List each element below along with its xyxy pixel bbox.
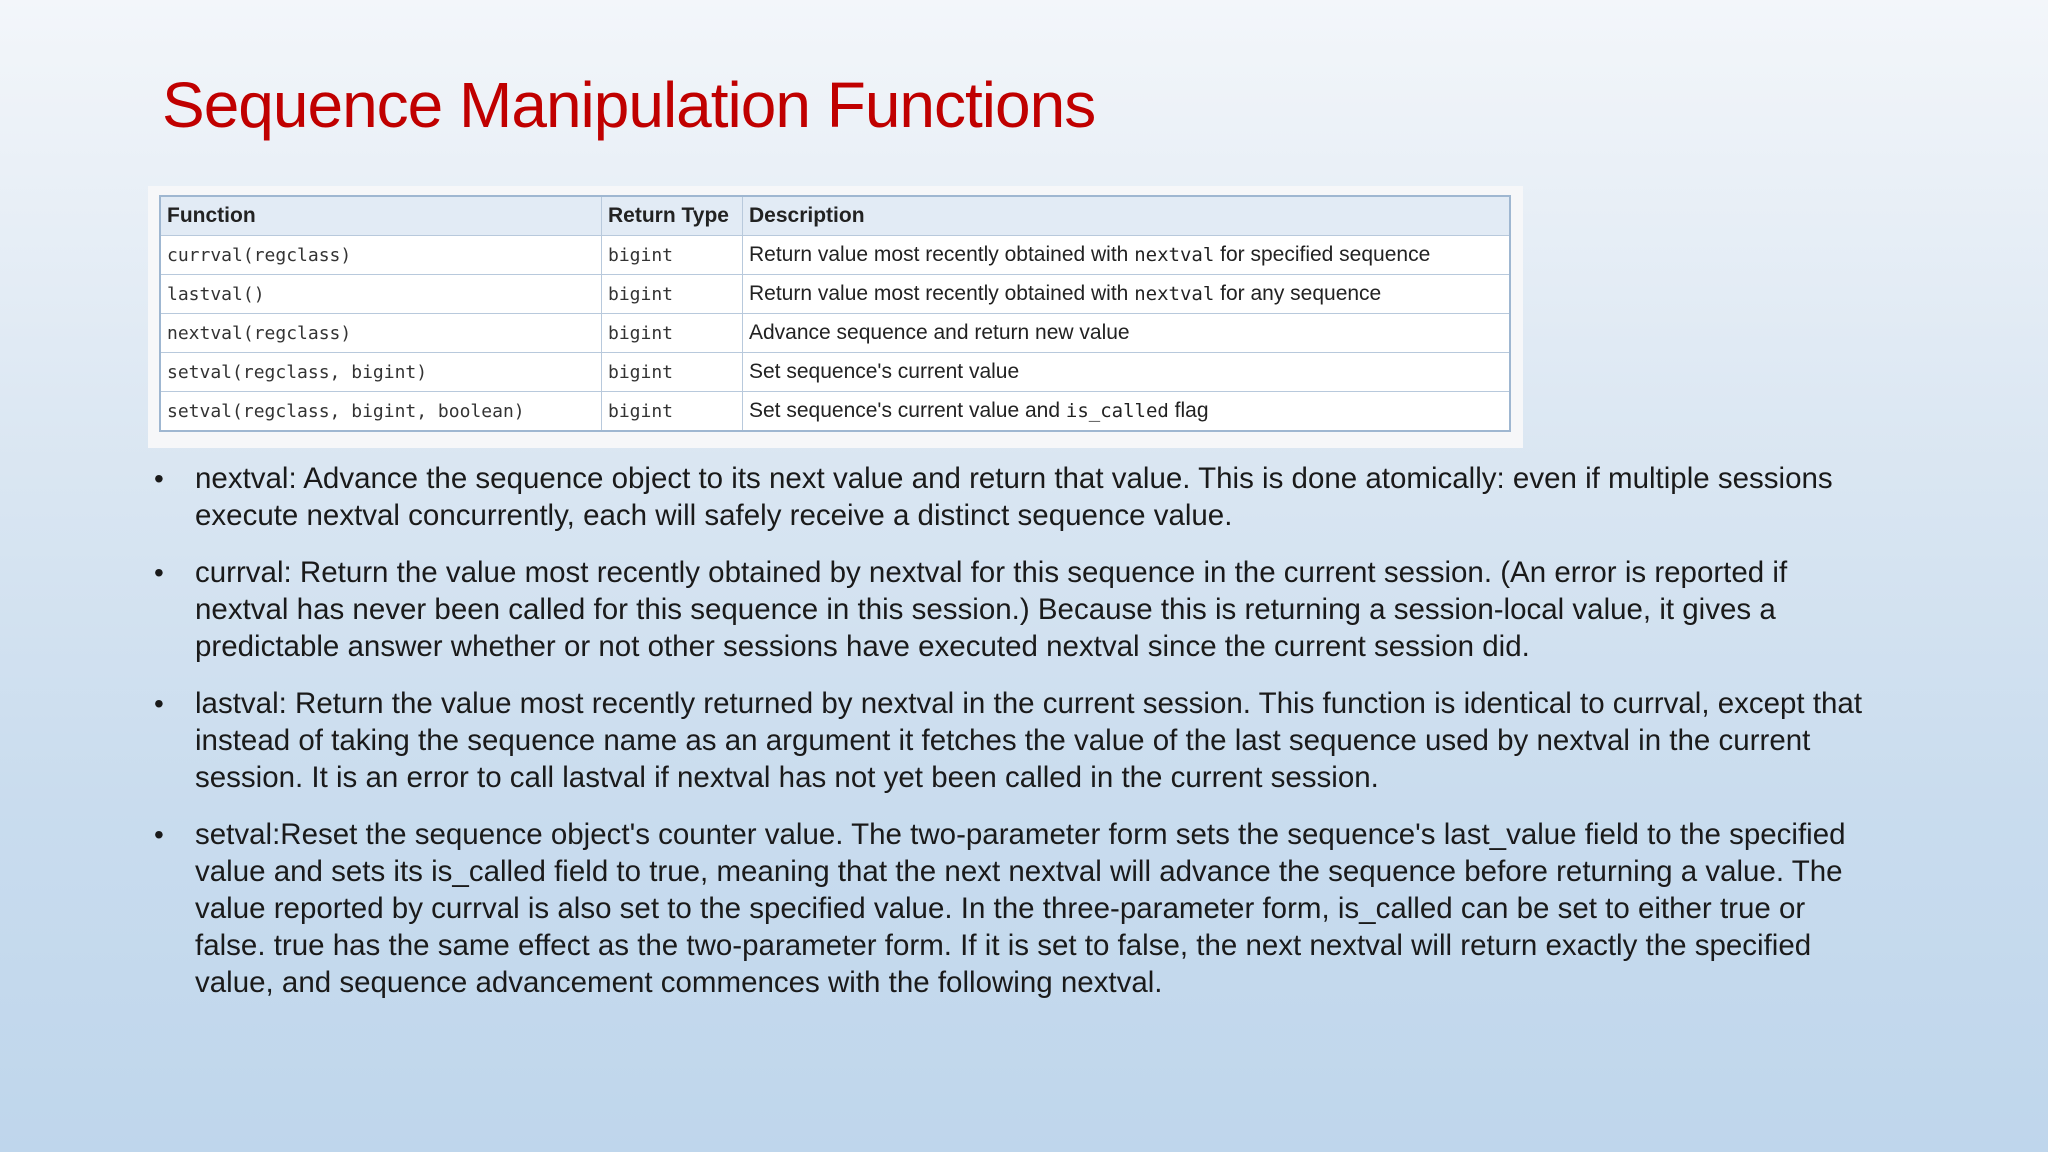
bullet-currval <box>150 554 1880 665</box>
cell-return-type: bigint <box>602 275 743 314</box>
cell-function: setval(regclass, bigint, boolean) <box>160 392 602 432</box>
table-row <box>160 275 1510 314</box>
slide-title: Sequence Manipulation Functions <box>162 69 1096 141</box>
table-row <box>160 392 1510 432</box>
bullet-dot-icon: • <box>154 557 164 588</box>
bullet-text: currval: Return the value most recently obtained by nextval for this sequence in the current session. (An error is reported if nextval has never been called for this sequence in this session.) Because this is returning a session-local value, it gives a predictable answer whether or not other sessions have executed nextval since the current session did. <box>195 556 1788 663</box>
cell-return-type: bigint <box>602 236 743 275</box>
bullet-text: setval:Reset the sequence object's counter value. The two-parameter form sets the sequence's last_value field to the specified value and sets its is_called field to true, meaning that the next nextval will advance the sequence before returning a value. The value reported by currval is also set to the specified value. In the three-parameter form, is_called can be set to either true or false. true has the same effect as the two-parameter form. If it is set to false, the next nextval will return exactly the specified value, and sequence advancement commences with the following nextval. <box>195 818 1846 999</box>
bullet-dot-icon: • <box>154 819 164 850</box>
cell-function: nextval(regclass) <box>160 314 602 353</box>
cell-return-type: bigint <box>602 353 743 392</box>
desc-text: for specified sequence <box>1214 243 1431 266</box>
table-row <box>160 236 1510 275</box>
cell-function: lastval() <box>160 275 602 314</box>
desc-text: Advance sequence and return new value <box>749 321 1130 344</box>
table-header-row <box>160 196 1510 236</box>
cell-description <box>743 314 1511 353</box>
desc-text: Set sequence's current value <box>749 360 1020 383</box>
cell-return-type: bigint <box>602 392 743 432</box>
cell-function: currval(regclass) <box>160 236 602 275</box>
cell-description <box>743 392 1511 432</box>
cell-description <box>743 275 1511 314</box>
desc-code: nextval <box>1134 244 1215 266</box>
cell-function: setval(regclass, bigint) <box>160 353 602 392</box>
bullet-text: lastval: Return the value most recently returned by nextval in the current session. This function is identical to currval, except that instead of taking the sequence name as an argument it fetches the value of the last sequence used by nextval in the current session. It is an error to call lastval if nextval has not yet been called in the current session. <box>195 687 1863 794</box>
desc-text: Set sequence's current value and <box>749 399 1066 422</box>
table-row <box>160 314 1510 353</box>
header-function: Function <box>160 196 602 236</box>
cell-description <box>743 353 1511 392</box>
bullet-dot-icon: • <box>154 463 164 494</box>
cell-return-type: bigint <box>602 314 743 353</box>
desc-text: for any sequence <box>1214 282 1382 305</box>
bullet-list <box>150 460 1880 1021</box>
desc-code: nextval <box>1134 283 1215 305</box>
cell-description <box>743 236 1511 275</box>
desc-text: flag <box>1168 399 1209 422</box>
header-description: Description <box>743 196 1511 236</box>
desc-text: Return value most recently obtained with <box>749 282 1135 305</box>
bullet-text: nextval: Advance the sequence object to its next value and return that value. This is done atomically: even if multiple sessions execute nextval concurrently, each will safely receive a distinct sequence value. <box>195 462 1833 532</box>
table-row <box>160 353 1510 392</box>
bullet-dot-icon: • <box>154 688 164 719</box>
bullet-setval <box>150 816 1880 1001</box>
desc-text: Return value most recently obtained with <box>749 243 1135 266</box>
desc-code: is_called <box>1065 400 1169 422</box>
header-return-type: Return Type <box>602 196 743 236</box>
function-table-image <box>148 186 1523 448</box>
bullet-nextval <box>150 460 1880 534</box>
function-table <box>159 195 1511 432</box>
bullet-lastval <box>150 685 1880 796</box>
